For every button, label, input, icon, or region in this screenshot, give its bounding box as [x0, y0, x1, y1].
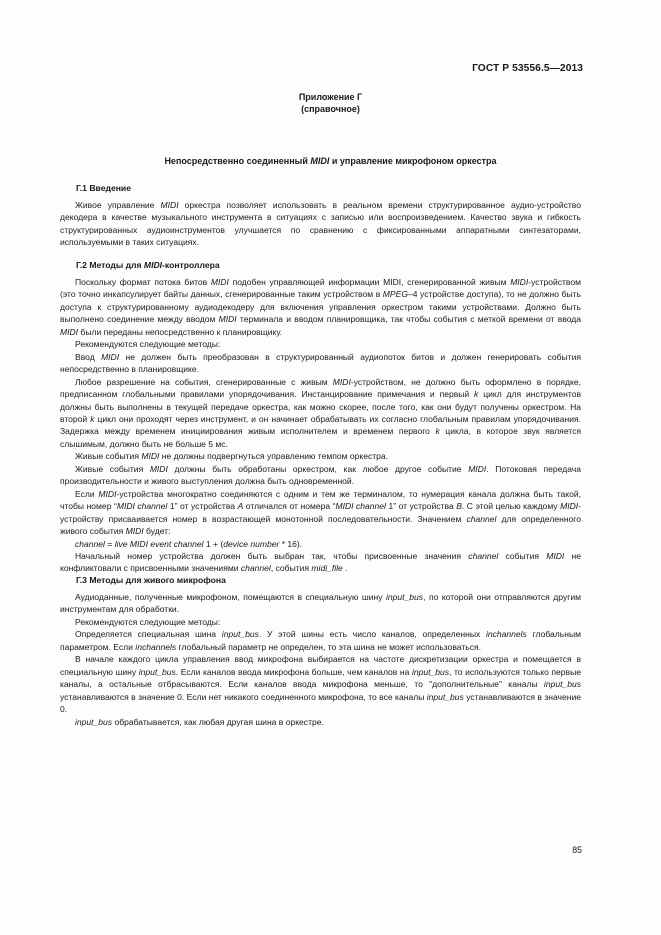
section-2-heading-pre: Г.2 Методы для — [76, 260, 144, 270]
emphasis-text: device number — [223, 538, 280, 549]
emphasis-text: k — [90, 413, 95, 424]
emphasis-text: MIDI — [332, 376, 351, 387]
text-run: подобен управляющей информации MIDI, сгенерированной живым — [228, 277, 511, 287]
text-run: события — [498, 550, 547, 561]
emphasis-text: channel — [240, 563, 271, 574]
emphasis-text: MIDI — [101, 351, 120, 362]
text-run: = — [104, 538, 115, 549]
text-run: не должны подвергнуться управлению темпом оркестра. — [159, 451, 389, 462]
section-2-body — [60, 276, 581, 575]
text-run: , то используются только первые каналы, а остальные отбрасываются. Если каналов ввода микрофона меньше, то "дополнительные" каналы — [60, 666, 581, 690]
emphasis-text: A — [237, 501, 244, 512]
paragraph — [60, 488, 581, 538]
text-run: цикл для инструментов должны быть выполнены в текущей передаче оркестра, как можно скорее, после того, как они будут получены оркестром. На второй — [60, 389, 581, 424]
section-3-heading: Г.3 Методы для живого микрофона — [76, 575, 226, 585]
paragraph — [60, 716, 581, 728]
paragraph — [60, 628, 581, 653]
text-run: . Потоковая передача производительности и живого выступления должна быть одновременной. — [60, 463, 581, 487]
emphasis-text: MIDI — [510, 277, 529, 287]
emphasis-text: live MIDI event channel — [114, 538, 204, 549]
emphasis-text: input_bus — [138, 666, 176, 677]
emphasis-text: MIDI — [60, 326, 79, 337]
text-run: Любое разрешение на события, сгенерированные с живым — [75, 376, 333, 387]
text-run: . — [342, 563, 348, 574]
text-run: Живые события — [75, 463, 150, 474]
emphasis-text: MIDI — [560, 501, 579, 512]
text-run: не должен быть преобразован в структурированный аудиопоток битов и должен генерировать события непосредственно в планировщике. — [60, 351, 581, 375]
text-run: Рекомендуются следующие методы: — [75, 616, 221, 627]
text-run: обрабатывается, как любая другая шина в оркестре. — [112, 716, 324, 727]
emphasis-text: input_bus — [221, 629, 259, 640]
emphasis-text: MIDI — [218, 314, 237, 325]
text-run: устанавливаются в значение 0. Если нет никакого соединенного микрофона, то все каналы — [60, 691, 427, 702]
text-run: Живые события — [75, 451, 142, 462]
text-run: Определяется специальная шина — [75, 629, 222, 640]
emphasis-text: input_bus — [543, 679, 581, 690]
emphasis-text: midi_file — [311, 563, 343, 574]
text-run: Аудиоданные, полученные микрофоном, помещаются в специальную шину — [75, 592, 387, 602]
emphasis-text: MIDI channel — [335, 501, 386, 512]
text-run: для определенного живого события — [60, 513, 581, 537]
annex-title — [0, 156, 661, 166]
emphasis-text: MIDI — [125, 526, 144, 537]
section-3-body — [60, 591, 581, 728]
text-run: не конфликтовали с присвоенными значениями — [60, 550, 581, 574]
emphasis-text: k — [474, 389, 479, 400]
text-run: глобальным параметром. Если — [60, 629, 581, 652]
text-run: должны быть обработаны оркестром, как любое другое событие — [167, 463, 469, 474]
emphasis-text: input_bus — [426, 691, 464, 702]
page-number: 85 — [572, 845, 582, 855]
paragraph — [60, 550, 581, 575]
emphasis-text: MIDI channel — [116, 501, 168, 512]
emphasis-text: MIDI — [141, 451, 160, 462]
text-run: Ввод — [75, 351, 102, 362]
text-run: терминала и вводом планировщика, так чтобы события с меткой времени от ввода — [236, 314, 581, 325]
emphasis-text: inchannels — [485, 629, 527, 640]
text-run: . У этой шины есть число каналов, определенных — [258, 629, 486, 640]
text-run: цикл они проходят через инструмент, и он начинает обрабатывать их согласно глобальным правилам упорядочивания. Задержка между временем инициирования живым исполнителем и временем первого — [60, 413, 581, 437]
text-run: будет: — [143, 526, 171, 537]
standard-number: ГОСТ Р 53556.5—2013 — [472, 63, 583, 74]
section-1-body — [60, 199, 581, 249]
text-run: цикла, в которое звук является слышимым, должно быть не больше 5 мс. — [60, 426, 582, 449]
emphasis-text: MIDI — [98, 488, 117, 499]
emphasis-text: MIDI — [546, 550, 565, 561]
section-1-heading: Г.1 Введение — [76, 183, 131, 193]
emphasis-text: MIDI — [149, 463, 168, 474]
paragraph — [60, 338, 581, 350]
emphasis-text: channel — [466, 513, 497, 524]
emphasis-text: input_bus — [411, 666, 450, 677]
text-run: -устройству присваивается номер в возрастающей монотонной последовательности. Значением — [60, 501, 581, 524]
emphasis-text: inchannels — [135, 641, 177, 652]
text-run: оркестра позволяет использовать в реальном времени структурированное аудио-устройство декодера в качестве музыкального инструмента в ситуациях с записью или воспроизведением. Качество звука и гибкость структурированных аудиоинструментов улучшается по сравнению с фиксированными аппаратными синтезаторами, используемыми в таких ситуациях. — [60, 200, 581, 248]
paragraph — [60, 653, 581, 715]
text-run: Рекомендуются следующие методы: — [75, 339, 221, 350]
appendix-title: Приложение Г — [298, 92, 363, 102]
emphasis-text: k — [435, 426, 440, 437]
emphasis-text: input_bus — [75, 716, 113, 727]
text-run: были переданы непосредственно к планировщику. — [78, 326, 283, 337]
text-run: , события — [270, 563, 312, 574]
paragraph — [60, 450, 581, 462]
paragraph — [60, 616, 581, 628]
text-run: -устройством, не должно быть оформлено в порядке, предписанном глобальными правилами упорядочивания. Инстанцирование примечания и первый — [60, 376, 581, 400]
emphasis-text: MIDI — [468, 463, 487, 474]
paragraph — [60, 376, 581, 451]
paragraph — [60, 591, 581, 616]
annex-title-post: и управление микрофоном оркестра — [329, 156, 497, 166]
text-run: отличался от номера “ — [243, 501, 336, 512]
emphasis-text: input_bus — [386, 592, 424, 602]
text-run: глобальный параметр не определен, то эта шина не может использоваться. — [176, 641, 482, 652]
section-2-heading — [76, 260, 220, 270]
paragraph — [60, 351, 581, 376]
text-run: –4 устройстве доступа), то не должно быть доступа к структурированному аудиодекодеру для включения управления оркестром такими устройствами. Должно быть выполнено соединение между вводом — [60, 289, 581, 325]
emphasis-text: MIDI — [160, 200, 179, 210]
text-run: устанавливаются в значение 0. — [60, 691, 581, 715]
paragraph — [60, 463, 581, 488]
text-run: Если — [75, 488, 99, 499]
text-run: 1 + ( — [203, 538, 224, 549]
text-run: -устройства многократно соединяются с одним и тем же терминалом, то нумерация канала должна быть такой, чтобы номер “ — [60, 488, 582, 512]
text-run: . Если каналов ввода микрофона больше, чем каналов на — [175, 666, 412, 677]
text-run: * 16). — [279, 538, 303, 549]
text-run: В начале каждого цикла управления ввод микрофона выбирается на частоте дискретизации оркестра и помещается в специальную шину — [60, 654, 581, 677]
text-run: -устройством (это точно инкапсулирует байты данных, сгенерированные таким устройством в — [60, 277, 581, 300]
text-run: Поскольку формат потока битов — [75, 277, 211, 287]
text-run: 1” от устройства — [385, 501, 457, 512]
emphasis-text: channel — [468, 550, 499, 561]
annex-title-em: MIDI — [310, 156, 330, 166]
text-run: Начальный номер устройства должен быть выбран так, чтобы присвоенные значения — [75, 550, 469, 561]
section-2-heading-post: -контроллера — [162, 260, 220, 270]
paragraph — [60, 276, 581, 338]
paragraph — [60, 199, 581, 249]
formula — [60, 538, 581, 550]
emphasis-text: B — [456, 501, 462, 512]
annex-title-pre: Непосредственно соединенный — [164, 156, 311, 166]
emphasis-text: MIDI — [210, 277, 229, 287]
appendix-subtitle: (справочное) — [301, 104, 360, 114]
text-run: . С этой целью каждому — [461, 501, 561, 512]
emphasis-text: MPEG — [382, 289, 408, 300]
text-run: 1” от устройства — [167, 501, 238, 512]
text-run: Живое управление — [75, 200, 161, 210]
section-2-heading-em: MIDI — [143, 260, 163, 270]
text-run: , по которой они отправляются другим инструментам для обработки. — [60, 592, 581, 615]
emphasis-text: channel — [75, 538, 105, 549]
